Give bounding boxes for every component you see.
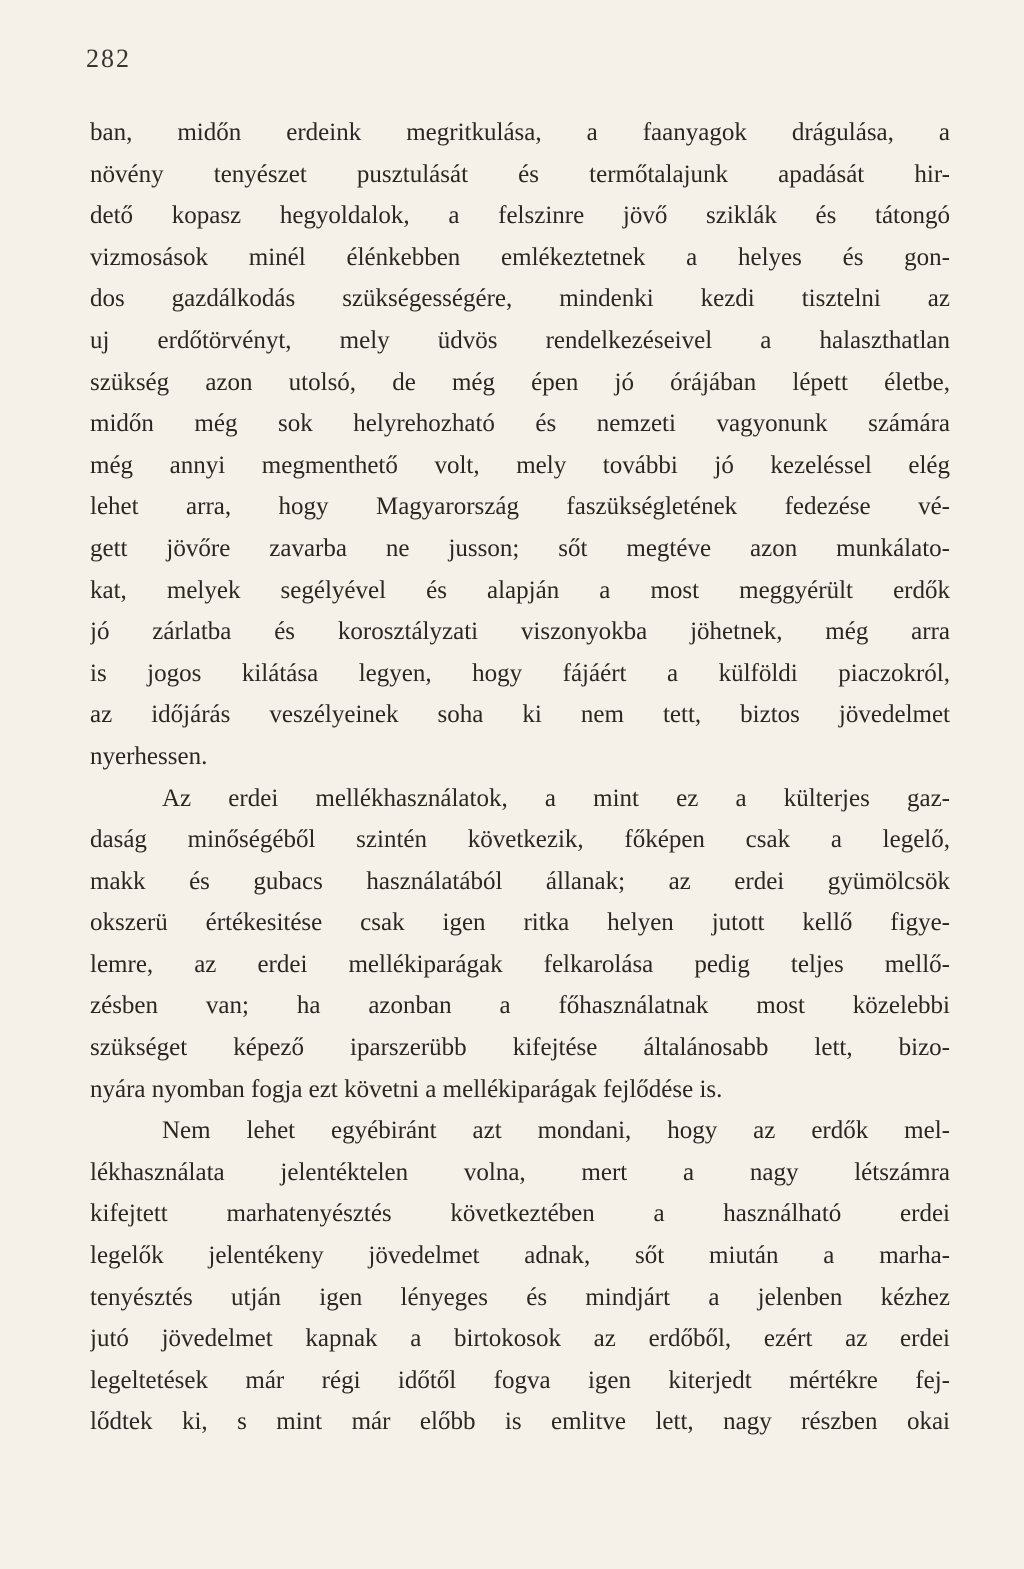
- text-line: nyerhessen.: [90, 742, 208, 770]
- text-line: vizmosások minél élénkebben emlékeztetnek a helyes és gon-: [90, 243, 950, 271]
- text-line: dető kopasz hegyoldalok, a felszinre jövő sziklák és tátongó: [90, 202, 950, 230]
- text-line: legeltetések már régi időtől fogva igen kiterjedt mértékre fej-: [90, 1366, 950, 1394]
- text-line: szükséget képező iparszerübb kifejtése általánosabb lett, bizo-: [90, 1034, 950, 1062]
- text-line: jó zárlatba és korosztályzati viszonyokba jöhetnek, még arra: [90, 618, 950, 646]
- text-line: jutó jövedelmet kapnak a birtokosok az erdőből, ezért az erdei: [90, 1325, 950, 1353]
- text-line: tenyésztés utján igen lényeges és mindjárt a jelenben kézhez: [90, 1283, 950, 1311]
- text-line: makk és gubacs használatából állanak; az erdei gyümölcsök: [90, 867, 950, 895]
- body-text: [90, 112, 950, 1443]
- text-line: uj erdőtörvényt, mely üdvös rendelkezéseivel a halaszthatlan: [90, 326, 950, 354]
- text-line: Nem lehet egyébiránt azt mondani, hogy az erdők mel-: [162, 1117, 950, 1145]
- text-line: még annyi megmenthető volt, mely további jó kezeléssel elég: [90, 451, 950, 479]
- text-line: zésben van; ha azonban a főhasználatnak most közelebbi: [90, 992, 950, 1020]
- text-line: ban, midőn erdeink megritkulása, a faanyagok drágulása, a: [90, 119, 950, 146]
- text-line: gett jövőre zavarba ne jusson; sőt megtéve azon munkálato-: [90, 534, 950, 562]
- text-line: szükség azon utolsó, de még épen jó órájában lépett életbe,: [90, 368, 950, 396]
- text-line: kifejtett marhatenyésztés következtében a használható erdei: [90, 1200, 950, 1228]
- text-line: lékhasználata jelentéktelen volna, mert a nagy létszámra: [90, 1158, 950, 1186]
- text-line: okszerü értékesitése csak igen ritka helyen jutott kellő figye-: [90, 909, 950, 937]
- text-line: lődtek ki, s mint már előbb is emlitve lett, nagy részben okai: [90, 1408, 950, 1436]
- text-line: növény tenyészet pusztulását és termőtalajunk apadását hir-: [90, 160, 950, 188]
- text-line: dos gazdálkodás szükségességére, mindenki kezdi tisztelni az: [90, 285, 950, 313]
- page-number: 282: [86, 44, 131, 73]
- text-line: nyára nyomban fogja ezt követni a mellékiparágak fejlődése is.: [90, 1075, 723, 1103]
- text-line: kat, melyek segélyével és alapján a most meggyérült erdők: [90, 576, 950, 604]
- text-line: Az erdei mellékhasználatok, a mint ez a külterjes gaz-: [162, 784, 950, 812]
- text-line: midőn még sok helyrehozható és nemzeti vagyonunk számára: [90, 410, 950, 438]
- text-line: lemre, az erdei mellékiparágak felkarolása pedig teljes mellő-: [90, 950, 950, 978]
- text-line: is jogos kilátása legyen, hogy fájáért a külföldi piaczokról,: [90, 659, 950, 687]
- text-line: legelők jelentékeny jövedelmet adnak, sőt miután a marha-: [90, 1242, 950, 1270]
- text-line: lehet arra, hogy Magyarország faszükségletének fedezése vé-: [90, 493, 950, 521]
- text-line: az időjárás veszélyeinek soha ki nem tett, biztos jövedelmet: [90, 701, 950, 729]
- text-line: daság minőségéből szintén következik, főképen csak a legelő,: [90, 826, 950, 854]
